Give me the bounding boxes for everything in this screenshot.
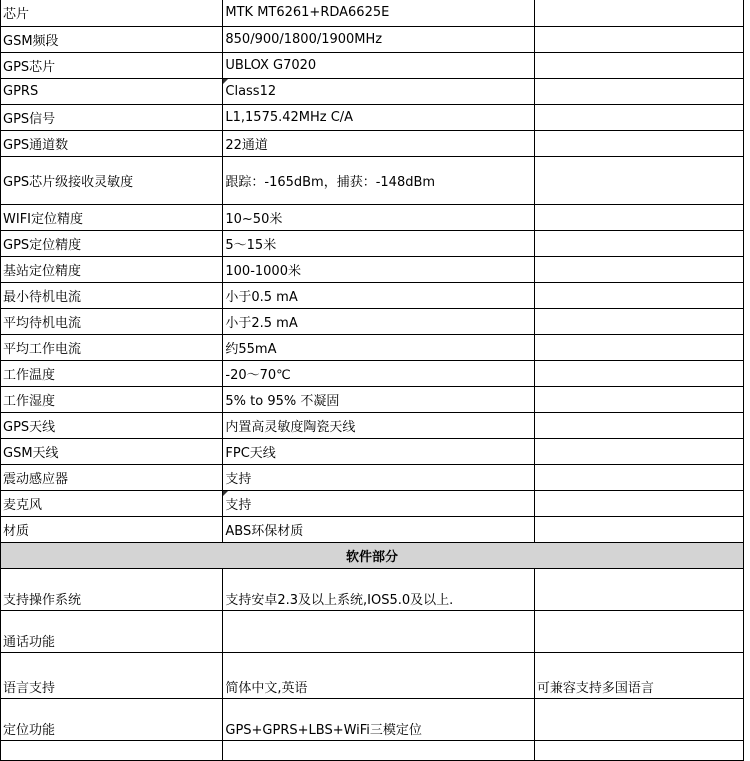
table-row [1, 309, 744, 335]
spec-value: 简体中文,英语 [223, 653, 535, 699]
spec-value: Class12 [223, 79, 535, 105]
spec-value: 小于2.5 mA [223, 309, 535, 335]
spec-value: GPS+GPRS+LBS+WiFi三模定位 [223, 699, 535, 741]
spec-extra [534, 309, 743, 335]
spec-label: 支持操作系统 [1, 569, 223, 611]
spec-label: 工作温度 [1, 361, 223, 387]
spec-extra [534, 569, 743, 611]
table-row [1, 283, 744, 309]
spec-label: 震动感应器 [1, 465, 223, 491]
table-row [1, 157, 744, 205]
spec-extra [534, 0, 743, 27]
spec-extra [534, 517, 743, 543]
spec-extra [534, 699, 743, 741]
table-row [1, 439, 744, 465]
table-row [1, 205, 744, 231]
spec-label: 麦克风 [1, 491, 223, 517]
spec-value: 内置高灵敏度陶瓷天线 [223, 413, 535, 439]
table-row [1, 569, 744, 611]
table-row [1, 517, 744, 543]
spec-label: 语言支持 [1, 653, 223, 699]
table-row [1, 653, 744, 699]
spec-extra [534, 231, 743, 257]
spec-label: WIFI定位精度 [1, 205, 223, 231]
spec-value: 约55mA [223, 335, 535, 361]
spec-value: 850/900/1800/1900MHz [223, 27, 535, 53]
spec-extra [534, 157, 743, 205]
spec-label: GPS信号 [1, 105, 223, 131]
spec-extra [534, 283, 743, 309]
spec-extra [534, 335, 743, 361]
spec-value: 5～15米 [223, 231, 535, 257]
spec-extra [534, 79, 743, 105]
spec-extra [534, 105, 743, 131]
spec-value: -20～70℃ [223, 361, 535, 387]
spec-label: 芯片 [1, 0, 223, 27]
table-row [1, 361, 744, 387]
spec-extra [534, 491, 743, 517]
spec-label: 基站定位精度 [1, 257, 223, 283]
spec-extra [534, 257, 743, 283]
spec-extra [534, 465, 743, 491]
spec-label: 通话功能 [1, 611, 223, 653]
spec-extra: 可兼容支持多国语言 [534, 653, 743, 699]
spec-value: 10~50米 [223, 205, 535, 231]
spec-label: GPS通道数 [1, 131, 223, 157]
section-header-row [1, 543, 744, 569]
spec-label: 工作湿度 [1, 387, 223, 413]
spec-extra [534, 611, 743, 653]
table-row [1, 79, 744, 105]
table-row [1, 335, 744, 361]
spec-extra [534, 205, 743, 231]
spec-value: ABS环保材质 [223, 517, 535, 543]
spec-value: 小于0.5 mA [223, 283, 535, 309]
spec-label: GPRS [1, 79, 223, 105]
table-row [1, 53, 744, 79]
spec-label: 平均待机电流 [1, 309, 223, 335]
table-row [1, 387, 744, 413]
spec-value: UBLOX G7020 [223, 53, 535, 79]
spec-value: L1,1575.42MHz C/A [223, 105, 535, 131]
table-row [1, 105, 744, 131]
table-row [1, 0, 744, 27]
spec-value: 支持安卓2.3及以上系统,IOS5.0及以上. [223, 569, 535, 611]
spec-extra [534, 53, 743, 79]
spec-label: GSM天线 [1, 439, 223, 465]
spec-value: FPC天线 [223, 439, 535, 465]
table-row [1, 257, 744, 283]
spec-label: GSM频段 [1, 27, 223, 53]
spec-extra [534, 413, 743, 439]
spec-extra [534, 439, 743, 465]
spec-value: 22通道 [223, 131, 535, 157]
spec-value: MTK MT6261+RDA6625E [223, 0, 535, 27]
table-row [1, 27, 744, 53]
spec-label: 材质 [1, 517, 223, 543]
table-row [1, 465, 744, 491]
table-row [1, 699, 744, 741]
spec-label: GPS天线 [1, 413, 223, 439]
spec-value: 跟踪：-165dBm，捕获：-148dBm [223, 157, 535, 205]
section-title: 软件部分 [1, 543, 744, 569]
spec-label: GPS芯片 [1, 53, 223, 79]
spec-label: 最小待机电流 [1, 283, 223, 309]
spec-value [223, 611, 535, 653]
spec-value: 支持 [223, 491, 535, 517]
spec-label: GPS芯片级接收灵敏度 [1, 157, 223, 205]
spec-extra [534, 27, 743, 53]
spec-label: 平均工作电流 [1, 335, 223, 361]
table-row [1, 231, 744, 257]
table-row [1, 413, 744, 439]
table-row [1, 491, 744, 517]
table-row [1, 131, 744, 157]
spec-label: 定位功能 [1, 699, 223, 741]
spec-value: 支持 [223, 465, 535, 491]
spec-extra [534, 387, 743, 413]
spec-value: 100-1000米 [223, 257, 535, 283]
spec-extra [534, 131, 743, 157]
spec-label: GPS定位精度 [1, 231, 223, 257]
spec-extra [534, 361, 743, 387]
spec-value: 5% to 95% 不凝固 [223, 387, 535, 413]
table-row [1, 611, 744, 653]
